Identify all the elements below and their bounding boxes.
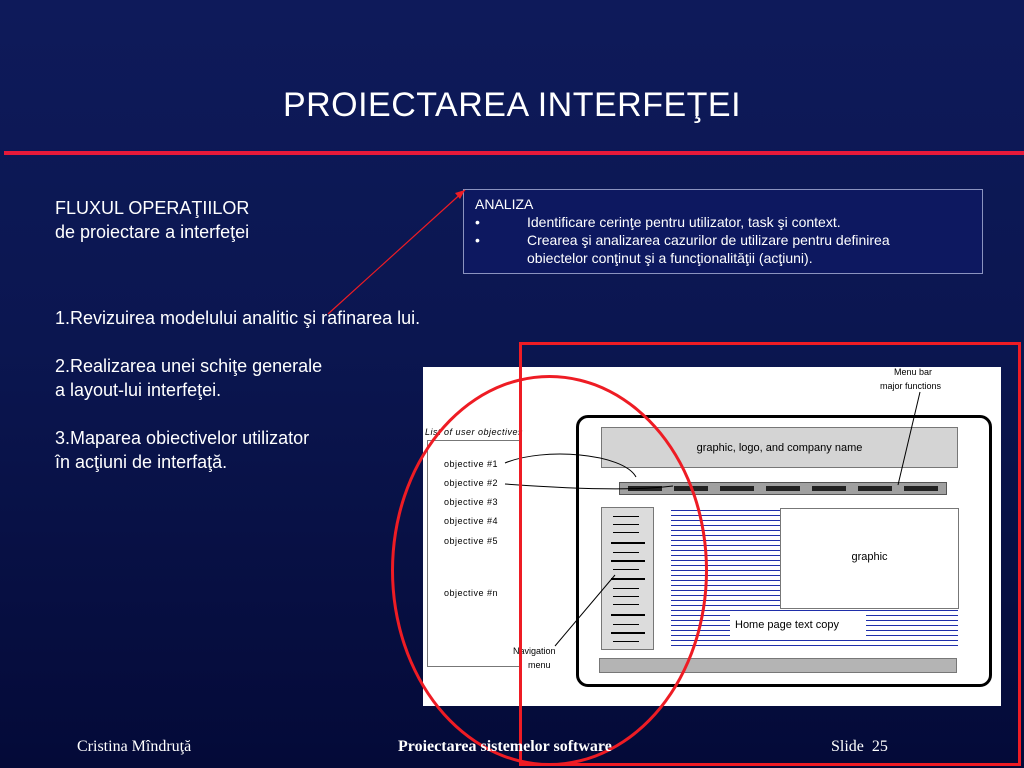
footer-author: Cristina Mîndruţă	[77, 738, 192, 755]
objective-item: objective #4	[444, 516, 499, 526]
arrow-line	[328, 190, 465, 314]
objective-item: objective #3	[444, 497, 499, 507]
menu-bar-label: Menu bar	[894, 367, 933, 377]
step-2-line2: a layout-lui interfeţei.	[55, 380, 222, 400]
step-1-line1: 1.Revizuirea modelului analitic şi rafinarea lui.	[55, 308, 421, 328]
flux-heading-line1: FLUXUL OPERAŢIILOR	[55, 198, 250, 218]
footer-course: Proiectarea sistemelor software	[398, 738, 612, 755]
analiza-heading: ANALIZA	[475, 196, 534, 212]
bullet-icon: •	[475, 214, 480, 230]
major-functions-label: major functions	[880, 381, 942, 391]
objective-item: objective #n	[444, 588, 499, 598]
step-3-line1: 3.Maparea obiectivelor utilizator	[55, 428, 310, 448]
navigation-label: Navigation	[513, 646, 556, 656]
analiza-bullet-1-text: Identificare cerinţe pentru utilizator, task şi context.	[527, 214, 841, 230]
home-text-box: Home page text copy	[730, 613, 866, 638]
bullet-icon: •	[475, 232, 480, 248]
slide-title: PROIECTAREA INTERFEŢEI	[282, 86, 742, 124]
graphic-box: graphic	[780, 508, 959, 609]
step-3-line2: în acţiuni de interfaţă.	[55, 452, 228, 472]
flux-heading-line2: de proiectare a interfeţei	[55, 222, 250, 242]
slide-label: Slide	[831, 738, 864, 755]
analiza-bullet-2-line1: Crearea şi analizarea cazurilor de utilizare pentru definirea	[527, 232, 890, 248]
logo-bar: graphic, logo, and company name	[601, 427, 958, 468]
footer-slide-number	[831, 738, 888, 756]
highlight-rectangle	[519, 342, 1021, 766]
objectives-list-title: List of user objectives	[425, 427, 524, 437]
step-2-line1: 2.Realizarea unei schiţe generale	[55, 356, 323, 376]
analiza-bullet-2-line2: obiectelor conţinut şi a funcţionalităţii (acţiuni).	[527, 250, 813, 266]
objective-item: objective #5	[444, 536, 499, 546]
slide-number: 25	[871, 738, 888, 755]
navigation-label-2: menu	[528, 660, 551, 670]
objective-item: objective #2	[444, 478, 499, 488]
objective-item: objective #1	[444, 459, 499, 469]
